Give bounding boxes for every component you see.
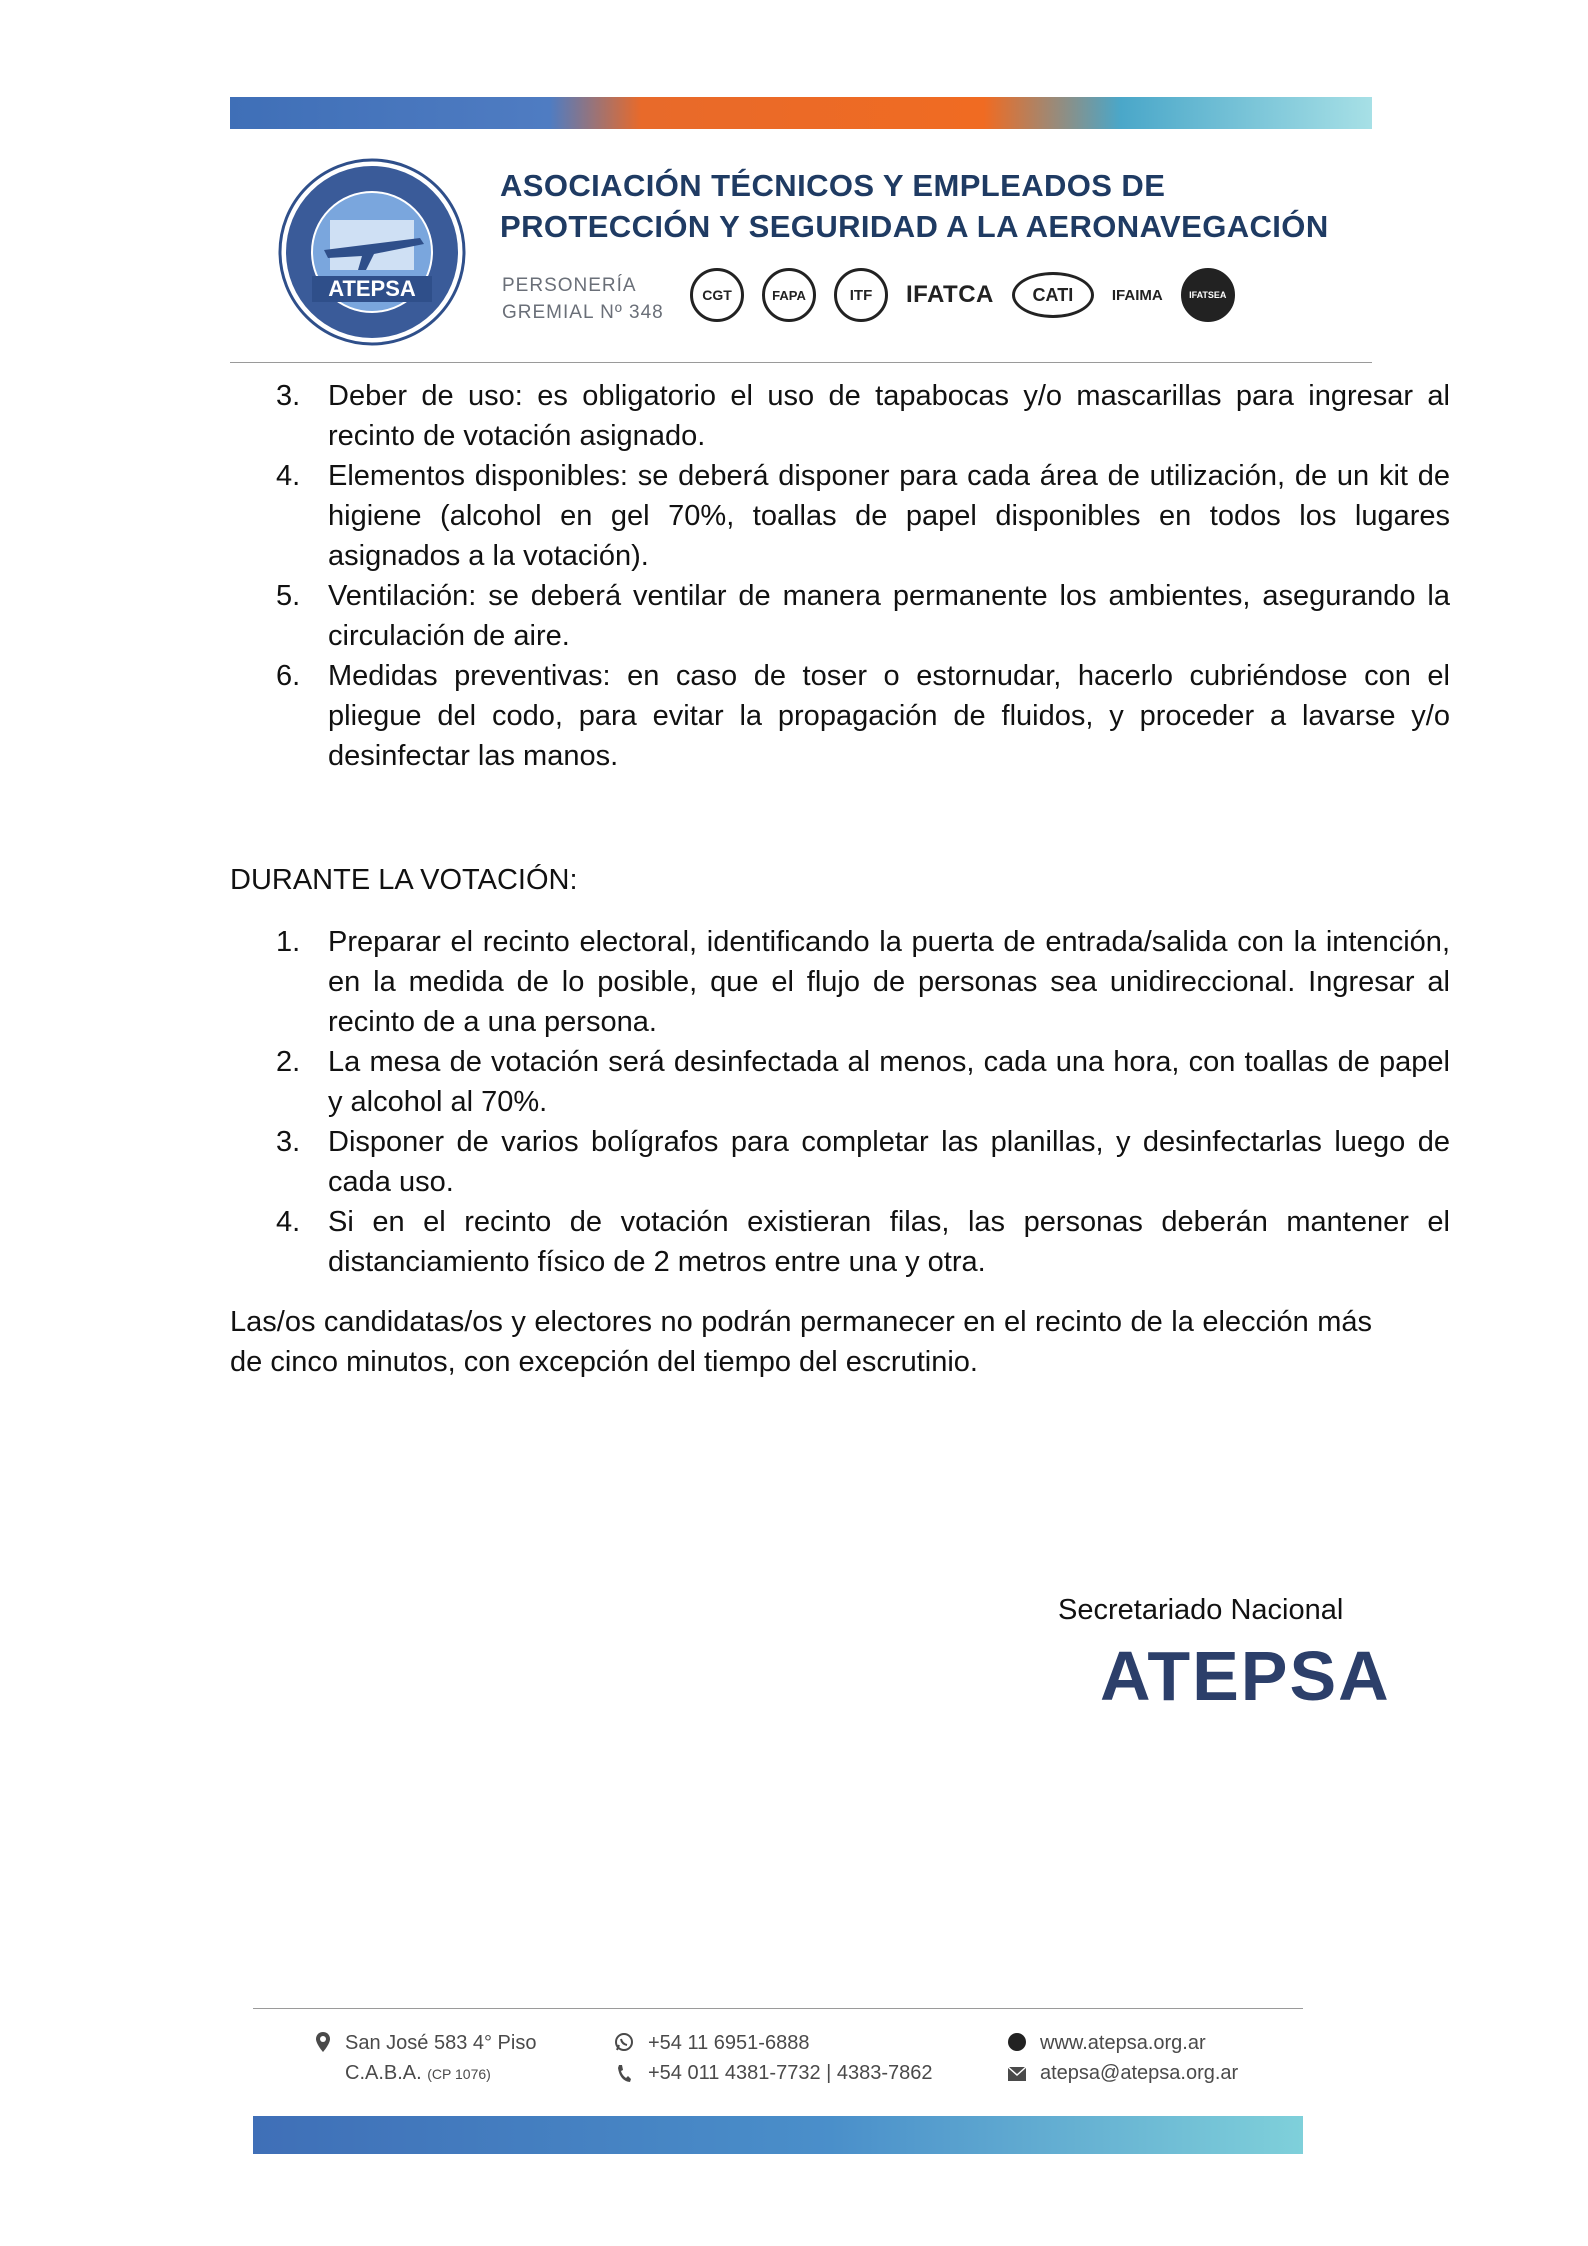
footer-color-bar: [253, 2116, 1303, 2154]
signature-label: Secretariado Nacional: [1058, 1594, 1344, 1626]
during-voting-list: [230, 922, 1450, 1282]
list-item: 3. Deber de uso: es obligatorio el uso de tapabocas y/o mascarillas para ingresar al recinto de votación asignado.: [276, 380, 1450, 452]
location-pin-icon: [316, 2032, 330, 2052]
signature-brand-logo: ATEPSA: [1100, 1637, 1391, 1715]
whatsapp-number[interactable]: +54 11 6951-6888: [648, 2032, 810, 2054]
list-item: 4. Elementos disponibles: se deberá disponer para cada área de utilización, de un kit de higiene (alcohol en gel 70%, toallas de papel disponibles en todos los lugares asignados a la votación).: [276, 460, 1450, 572]
footer-divider: [253, 2008, 1303, 2009]
personeria-line-1: PERSONERÍA: [502, 275, 637, 296]
personeria-gremial: [502, 272, 664, 326]
list-item: 5. Ventilación: se deberá ventilar de manera permanente los ambientes, asegurando la circulación de aire.: [276, 580, 1450, 652]
organization-title: [500, 165, 1350, 247]
footer-address: [345, 2028, 536, 2089]
list-item: 3. Disponer de varios bolígrafos para completar las planillas, y desinfectarlas luego de cada uso.: [276, 1126, 1450, 1198]
prevention-measures-list: [230, 376, 1450, 776]
seal-text: ATEPSA: [328, 276, 416, 301]
web-icon: [1007, 2032, 1027, 2052]
footer-web: [1040, 2028, 1238, 2088]
email-icon: [1007, 2066, 1027, 2082]
personeria-line-2: GREMIAL Nº 348: [502, 302, 664, 323]
address-line-1: San José 583 4° Piso: [345, 2032, 537, 2054]
phone-icon: [616, 2064, 632, 2084]
ifatsea-logo: IFATSEA: [1181, 268, 1235, 322]
header-color-bar: [230, 97, 1372, 129]
email-link[interactable]: atepsa@atepsa.org.ar: [1040, 2062, 1239, 2084]
closing-paragraph: Las/os candidatas/os y electores no podrán permanecer en el recinto de la elección más de cinco minutos, con excepción del tiempo del escrutinio.: [230, 1306, 1372, 1378]
ifatca-logo: IFATCA: [906, 281, 994, 308]
org-title-line-2: PROTECCIÓN Y SEGURIDAD A LA AERONAVEGACIÓN: [500, 209, 1329, 244]
address-line-2: C.A.B.A. (CP 1076): [345, 2062, 491, 2084]
list-item: 1. Preparar el recinto electoral, identificando la puerta de entrada/salida con la intención, en la medida de lo posible, que el flujo de personas sea unidireccional. Ingresar al recinto de a una persona.: [276, 926, 1450, 1038]
ifaima-logo: IFAIMA: [1111, 286, 1163, 304]
affiliation-logos: [690, 265, 1330, 325]
cgt-logo: CGT: [690, 268, 744, 322]
list-item: 2. La mesa de votación será desinfectada al menos, cada una hora, con toallas de papel y alcohol al 70%.: [276, 1046, 1450, 1118]
cati-logo: CATI: [1012, 272, 1094, 318]
whatsapp-icon: [614, 2032, 634, 2052]
list-item: 4. Si en el recinto de votación existieran filas, las personas deberán mantener el distanciamiento físico de 2 metros entre una y otra.: [276, 1206, 1450, 1278]
section-heading: DURANTE LA VOTACIÓN:: [230, 864, 578, 896]
fapa-logo: FAPA: [762, 268, 816, 322]
phone-numbers[interactable]: +54 011 4381-7732 | 4383-7862: [648, 2062, 933, 2084]
website-link[interactable]: www.atepsa.org.ar: [1040, 2032, 1206, 2054]
itf-logo: ITF: [834, 268, 888, 322]
header-divider: [230, 362, 1372, 363]
list-item: 6. Medidas preventivas: en caso de toser o estornudar, hacerlo cubriéndose con el pliegue del codo, para evitar la propagación de fluidos, y proceder a lavarse y/o desinfectar las manos.: [276, 660, 1450, 772]
org-title-line-1: ASOCIACIÓN TÉCNICOS Y EMPLEADOS DE: [500, 168, 1166, 203]
footer-phones: [648, 2028, 933, 2088]
atepsa-seal-logo: [278, 158, 466, 346]
